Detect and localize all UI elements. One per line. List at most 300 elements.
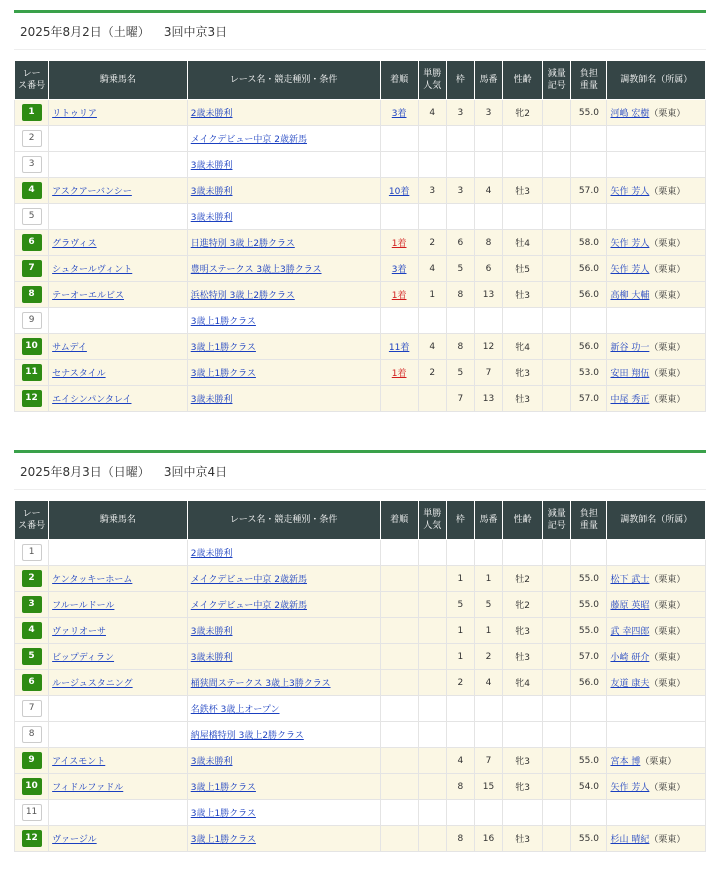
carried-weight-cell: 55.0	[571, 748, 607, 774]
popularity-cell: 4	[418, 256, 446, 282]
race-number-cell	[15, 748, 49, 774]
race-cell	[187, 100, 380, 126]
race-cell	[187, 826, 380, 852]
table-row	[15, 826, 706, 852]
place-cell	[380, 152, 418, 178]
trainer-cell	[607, 256, 706, 282]
waku-cell	[446, 696, 474, 722]
place-cell	[380, 360, 418, 386]
trainer-cell	[607, 618, 706, 644]
trainer-link[interactable]: 矢作 芳人	[610, 187, 650, 197]
horse-number-cell: 8	[474, 230, 502, 256]
race-number-badge: 2	[22, 570, 42, 587]
column-header: 調教師名（所属）	[607, 61, 706, 100]
sex-age-cell: 牡3	[503, 386, 543, 412]
day-date: 2025年8月2日（土曜）	[20, 24, 150, 39]
race-link[interactable]: 日進特別 3歳上2勝クラス	[190, 239, 295, 249]
race-number-badge: 9	[22, 752, 42, 769]
popularity-cell	[418, 386, 446, 412]
ride-table	[14, 500, 706, 852]
sex-age-cell	[503, 540, 543, 566]
horse-link[interactable]: フルールドール	[52, 601, 115, 611]
column-header: レー ス番号	[15, 61, 49, 100]
table-row	[15, 100, 706, 126]
result-link[interactable]: 10着	[388, 187, 410, 197]
waku-cell: 6	[446, 230, 474, 256]
result-link[interactable]: 3着	[391, 265, 407, 275]
sex-age-cell: 牝3	[503, 618, 543, 644]
race-link[interactable]: 3歳未勝利	[190, 757, 233, 767]
column-header: 枠	[446, 61, 474, 100]
horse-link[interactable]: ヴァージル	[52, 835, 97, 845]
sex-age-cell: 牡2	[503, 566, 543, 592]
race-cell	[187, 386, 380, 412]
trainer-link[interactable]: 小崎 研介	[610, 653, 650, 663]
table-row	[15, 126, 706, 152]
horse-number-cell: 7	[474, 360, 502, 386]
race-number-badge: 10	[22, 778, 42, 795]
race-number-badge: 4	[22, 622, 42, 639]
race-cell	[187, 178, 380, 204]
column-header: レース名・競走種別・条件	[187, 501, 380, 540]
trainer-cell	[607, 308, 706, 334]
race-number-cell	[15, 670, 49, 696]
column-header: 単勝 人気	[418, 61, 446, 100]
trainer-link[interactable]: 矢作 芳人	[610, 265, 650, 275]
table-header-row	[15, 501, 706, 540]
race-link[interactable]: 3歳未勝利	[190, 395, 233, 405]
trainer-link[interactable]: 安田 翔伍	[610, 369, 650, 379]
race-link[interactable]: 3歳上1勝クラス	[190, 369, 256, 379]
sex-age-cell	[503, 308, 543, 334]
race-link[interactable]: 3歳上1勝クラス	[190, 343, 256, 353]
race-number-cell	[15, 100, 49, 126]
trainer-link[interactable]: 高柳 大輔	[610, 291, 650, 301]
race-link[interactable]: 浜松特別 3歳上2勝クラス	[190, 291, 295, 301]
place-cell	[380, 204, 418, 230]
race-link[interactable]: メイクデビュー中京 2歳新馬	[190, 575, 307, 585]
horse-number-cell: 13	[474, 282, 502, 308]
place-cell	[380, 748, 418, 774]
popularity-cell	[418, 540, 446, 566]
table-row	[15, 360, 706, 386]
waku-cell: 1	[446, 618, 474, 644]
trainer-cell	[607, 696, 706, 722]
race-link[interactable]: 3歳上1勝クラス	[190, 317, 256, 327]
race-cell	[187, 204, 380, 230]
popularity-cell	[418, 308, 446, 334]
race-day-section	[14, 10, 706, 412]
weight-reduction-cell	[543, 722, 571, 748]
table-row	[15, 592, 706, 618]
waku-cell	[446, 308, 474, 334]
place-cell	[380, 126, 418, 152]
trainer-cell	[607, 774, 706, 800]
race-link[interactable]: 3歳未勝利	[190, 653, 233, 663]
popularity-cell	[418, 774, 446, 800]
horse-number-cell	[474, 204, 502, 230]
race-link[interactable]: メイクデビュー中京 2歳新馬	[190, 601, 307, 611]
race-cell	[187, 748, 380, 774]
sex-age-cell: 牡4	[503, 230, 543, 256]
trainer-link[interactable]: 友道 康夫	[610, 679, 650, 689]
horse-cell	[49, 100, 188, 126]
trainer-link[interactable]: 中尾 秀正	[610, 395, 650, 405]
trainer-affiliation: （栗東）	[649, 239, 686, 249]
horse-number-cell: 5	[474, 592, 502, 618]
place-cell	[380, 540, 418, 566]
weight-reduction-cell	[543, 826, 571, 852]
race-cell	[187, 644, 380, 670]
waku-cell: 1	[446, 644, 474, 670]
table-row	[15, 800, 706, 826]
popularity-cell	[418, 126, 446, 152]
table-row	[15, 644, 706, 670]
sex-age-cell: 牝4	[503, 670, 543, 696]
place-cell	[380, 386, 418, 412]
carried-weight-cell	[571, 540, 607, 566]
race-number-cell	[15, 386, 49, 412]
carried-weight-cell	[571, 126, 607, 152]
horse-link[interactable]: リトゥリア	[52, 109, 97, 119]
column-header: 騎乗馬名	[49, 501, 188, 540]
popularity-cell	[418, 592, 446, 618]
horse-link[interactable]: フィドルファドル	[52, 783, 124, 793]
race-number-cell	[15, 592, 49, 618]
column-header: 減量 記号	[543, 61, 571, 100]
carried-weight-cell: 56.0	[571, 670, 607, 696]
race-number-cell	[15, 826, 49, 852]
table-row	[15, 566, 706, 592]
trainer-cell	[607, 592, 706, 618]
place-cell	[380, 334, 418, 360]
race-number-cell	[15, 282, 49, 308]
race-number-cell	[15, 152, 49, 178]
place-cell	[380, 178, 418, 204]
race-link[interactable]: 3歳上1勝クラス	[190, 809, 256, 819]
trainer-cell	[607, 670, 706, 696]
place-cell	[380, 592, 418, 618]
horse-cell	[49, 800, 188, 826]
trainer-affiliation: （栗東）	[649, 395, 686, 405]
carried-weight-cell	[571, 152, 607, 178]
waku-cell: 3	[446, 100, 474, 126]
trainer-affiliation: （栗東）	[649, 369, 686, 379]
sex-age-cell: 牡5	[503, 256, 543, 282]
horse-cell	[49, 722, 188, 748]
table-row	[15, 618, 706, 644]
result-link[interactable]: 1着	[391, 239, 407, 249]
race-cell	[187, 722, 380, 748]
horse-number-cell	[474, 800, 502, 826]
weight-reduction-cell	[543, 282, 571, 308]
waku-cell	[446, 204, 474, 230]
column-header: 性齢	[503, 501, 543, 540]
place-cell	[380, 618, 418, 644]
race-link[interactable]: 2歳未勝利	[190, 109, 233, 119]
horse-number-cell	[474, 152, 502, 178]
trainer-link[interactable]: 河嶋 宏樹	[610, 109, 650, 119]
waku-cell: 1	[446, 566, 474, 592]
sex-age-cell	[503, 800, 543, 826]
weight-reduction-cell	[543, 178, 571, 204]
sex-age-cell: 牝3	[503, 360, 543, 386]
trainer-link[interactable]: 宮本 博	[610, 757, 641, 767]
race-link[interactable]: 3歳未勝利	[190, 161, 233, 171]
trainer-link[interactable]: 武 幸四郎	[610, 627, 650, 637]
race-number-cell	[15, 204, 49, 230]
column-header: 枠	[446, 501, 474, 540]
horse-cell	[49, 256, 188, 282]
race-number-badge: 7	[22, 700, 42, 717]
race-link[interactable]: メイクデビュー中京 2歳新馬	[190, 135, 307, 145]
trainer-cell	[607, 566, 706, 592]
race-cell	[187, 774, 380, 800]
race-number-badge: 3	[22, 156, 42, 173]
horse-link[interactable]: テーオーエルビス	[52, 291, 124, 301]
popularity-cell: 4	[418, 334, 446, 360]
race-link[interactable]: 2歳未勝利	[190, 549, 233, 559]
horse-link[interactable]: サムデイ	[52, 343, 87, 353]
race-number-cell	[15, 360, 49, 386]
horse-number-cell: 6	[474, 256, 502, 282]
day-heading	[14, 450, 706, 490]
column-header: 負担 重量	[571, 501, 607, 540]
trainer-cell	[607, 126, 706, 152]
popularity-cell: 1	[418, 282, 446, 308]
trainer-link[interactable]: 藤原 英昭	[610, 601, 650, 611]
popularity-cell: 2	[418, 230, 446, 256]
horse-cell	[49, 334, 188, 360]
trainer-affiliation: （栗東）	[649, 575, 686, 585]
sex-age-cell: 牝3	[503, 748, 543, 774]
horse-link[interactable]: エイシンパンタレイ	[52, 395, 132, 405]
weight-reduction-cell	[543, 644, 571, 670]
race-number-badge: 5	[22, 648, 42, 665]
table-row	[15, 540, 706, 566]
weight-reduction-cell	[543, 566, 571, 592]
weight-reduction-cell	[543, 230, 571, 256]
trainer-affiliation: （栗東）	[649, 343, 686, 353]
result-link[interactable]: 11着	[388, 343, 410, 353]
trainer-affiliation: （栗東）	[649, 653, 686, 663]
trainer-cell	[607, 178, 706, 204]
carried-weight-cell: 55.0	[571, 826, 607, 852]
trainer-affiliation: （栗東）	[649, 291, 686, 301]
carried-weight-cell: 55.0	[571, 100, 607, 126]
column-header: レース名・競走種別・条件	[187, 61, 380, 100]
trainer-link[interactable]: 矢作 芳人	[610, 239, 650, 249]
table-row	[15, 774, 706, 800]
trainer-affiliation: （栗東）	[649, 627, 686, 637]
horse-number-cell: 4	[474, 178, 502, 204]
race-number-badge: 2	[22, 130, 42, 147]
race-link[interactable]: 納屋橋特別 3歳上2勝クラス	[190, 731, 304, 741]
trainer-cell	[607, 282, 706, 308]
horse-link[interactable]: シュタールヴィント	[52, 265, 133, 275]
carried-weight-cell: 55.0	[571, 592, 607, 618]
popularity-cell	[418, 670, 446, 696]
weight-reduction-cell	[543, 670, 571, 696]
horse-number-cell	[474, 126, 502, 152]
waku-cell: 8	[446, 774, 474, 800]
popularity-cell: 2	[418, 360, 446, 386]
horse-link[interactable]: アスクアーバンシー	[52, 187, 132, 197]
race-cell	[187, 800, 380, 826]
race-cell	[187, 230, 380, 256]
race-number-cell	[15, 256, 49, 282]
race-cell	[187, 334, 380, 360]
race-number-cell	[15, 722, 49, 748]
weight-reduction-cell	[543, 748, 571, 774]
race-number-badge: 5	[22, 208, 42, 225]
weight-reduction-cell	[543, 100, 571, 126]
result-link[interactable]: 3着	[391, 109, 407, 119]
waku-cell: 8	[446, 282, 474, 308]
trainer-affiliation: （栗東）	[649, 601, 686, 611]
table-row	[15, 334, 706, 360]
race-number-cell	[15, 644, 49, 670]
horse-link[interactable]: ビップディラン	[52, 653, 115, 663]
race-number-cell	[15, 308, 49, 334]
trainer-cell	[607, 204, 706, 230]
waku-cell: 3	[446, 178, 474, 204]
horse-cell	[49, 592, 188, 618]
horse-link[interactable]: アイスモント	[52, 757, 106, 767]
trainer-affiliation: （栗東）	[649, 679, 686, 689]
table-row	[15, 152, 706, 178]
horse-cell	[49, 152, 188, 178]
place-cell	[380, 826, 418, 852]
race-link[interactable]: 豊明ステークス 3歳上3勝クラス	[190, 265, 322, 275]
race-link[interactable]: 3歳未勝利	[190, 213, 233, 223]
carried-weight-cell: 56.0	[571, 256, 607, 282]
place-cell	[380, 774, 418, 800]
race-number-cell	[15, 178, 49, 204]
trainer-link[interactable]: 杉山 晴紀	[610, 835, 650, 845]
race-link[interactable]: 桶狭間ステークス 3歳上3勝クラス	[190, 679, 331, 689]
horse-number-cell: 4	[474, 670, 502, 696]
horse-number-cell: 16	[474, 826, 502, 852]
carried-weight-cell	[571, 800, 607, 826]
popularity-cell	[418, 826, 446, 852]
popularity-cell	[418, 644, 446, 670]
horse-cell	[49, 748, 188, 774]
trainer-link[interactable]: 松下 武士	[610, 575, 650, 585]
race-number-badge: 4	[22, 182, 42, 199]
weight-reduction-cell	[543, 386, 571, 412]
sex-age-cell	[503, 722, 543, 748]
trainer-affiliation: （栗東）	[649, 835, 686, 845]
race-cell	[187, 360, 380, 386]
race-cell	[187, 592, 380, 618]
place-cell	[380, 670, 418, 696]
carried-weight-cell: 57.0	[571, 178, 607, 204]
table-row	[15, 256, 706, 282]
weight-reduction-cell	[543, 592, 571, 618]
table-row	[15, 670, 706, 696]
horse-cell	[49, 126, 188, 152]
weight-reduction-cell	[543, 126, 571, 152]
sex-age-cell	[503, 126, 543, 152]
race-link[interactable]: 3歳上1勝クラス	[190, 835, 256, 845]
carried-weight-cell: 57.0	[571, 644, 607, 670]
column-header: 調教師名（所属）	[607, 501, 706, 540]
popularity-cell: 4	[418, 100, 446, 126]
waku-cell	[446, 126, 474, 152]
trainer-affiliation: （栗東）	[649, 783, 686, 793]
horse-link[interactable]: ルージュスタニング	[52, 679, 133, 689]
horse-cell	[49, 178, 188, 204]
table-row	[15, 308, 706, 334]
popularity-cell	[418, 204, 446, 230]
carried-weight-cell: 55.0	[571, 618, 607, 644]
table-row	[15, 722, 706, 748]
horse-link[interactable]: グラヴィス	[52, 239, 97, 249]
race-number-cell	[15, 540, 49, 566]
trainer-link[interactable]: 新谷 功一	[610, 343, 650, 353]
race-number-cell	[15, 566, 49, 592]
waku-cell: 7	[446, 386, 474, 412]
waku-cell	[446, 152, 474, 178]
carried-weight-cell: 58.0	[571, 230, 607, 256]
popularity-cell	[418, 800, 446, 826]
trainer-cell	[607, 360, 706, 386]
column-header: 着順	[380, 61, 418, 100]
popularity-cell	[418, 696, 446, 722]
day-date: 2025年8月3日（日曜）	[20, 464, 150, 479]
horse-link[interactable]: セナスタイル	[52, 369, 106, 379]
carried-weight-cell	[571, 204, 607, 230]
race-link[interactable]: 3歳未勝利	[190, 187, 233, 197]
sex-age-cell: 牡3	[503, 282, 543, 308]
race-link[interactable]: 名鉄杯 3歳上オープン	[190, 705, 280, 715]
race-number-badge: 11	[22, 364, 42, 381]
horse-cell	[49, 230, 188, 256]
sex-age-cell	[503, 696, 543, 722]
horse-cell	[49, 826, 188, 852]
carried-weight-cell: 55.0	[571, 566, 607, 592]
table-row	[15, 386, 706, 412]
column-header: 性齢	[503, 61, 543, 100]
waku-cell: 8	[446, 826, 474, 852]
column-header: レー ス番号	[15, 501, 49, 540]
trainer-link[interactable]: 矢作 芳人	[610, 783, 650, 793]
waku-cell: 4	[446, 748, 474, 774]
race-number-badge: 9	[22, 312, 42, 329]
trainer-cell	[607, 644, 706, 670]
trainer-cell	[607, 826, 706, 852]
trainer-cell	[607, 748, 706, 774]
race-cell	[187, 540, 380, 566]
column-header: 馬番	[474, 61, 502, 100]
trainer-cell	[607, 800, 706, 826]
race-link[interactable]: 3歳上1勝クラス	[190, 783, 256, 793]
day-meeting: 3回中京4日	[163, 464, 228, 479]
race-number-cell	[15, 230, 49, 256]
result-link[interactable]: 1着	[391, 369, 407, 379]
race-link[interactable]: 3歳未勝利	[190, 627, 233, 637]
horse-number-cell: 13	[474, 386, 502, 412]
sex-age-cell: 牝3	[503, 774, 543, 800]
horse-link[interactable]: ケンタッキーホーム	[52, 575, 133, 585]
horse-cell	[49, 540, 188, 566]
horse-link[interactable]: ヴァリオーサ	[52, 627, 106, 637]
day-meeting: 3回中京3日	[163, 24, 228, 39]
result-link[interactable]: 1着	[391, 291, 407, 301]
horse-number-cell	[474, 540, 502, 566]
trainer-affiliation: （栗東）	[640, 757, 677, 767]
